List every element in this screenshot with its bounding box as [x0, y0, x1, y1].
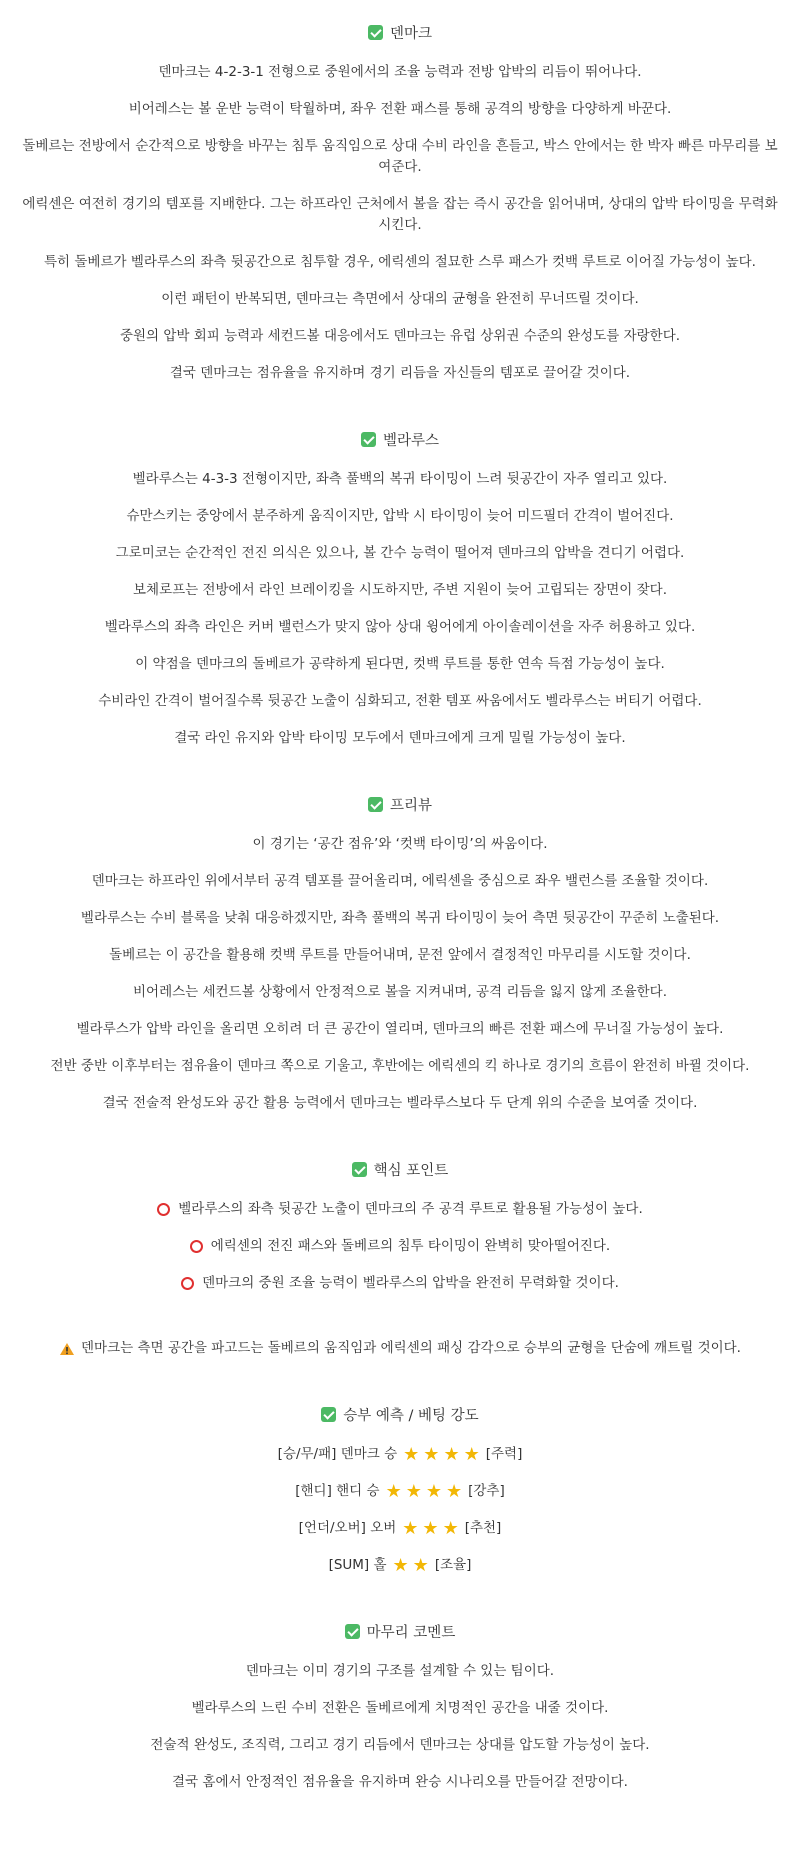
star-icon: ★ — [403, 1443, 420, 1465]
paragraph: 결국 덴마크는 점유율을 유지하며 경기 리듬을 자신들의 템포로 끌어갈 것이다. — [169, 365, 631, 381]
star-rating — [391, 1554, 431, 1576]
star-icon: ★ — [443, 1443, 460, 1465]
paragraph: 중원의 압박 회피 능력과 세컨드볼 대응에서도 덴마크는 유럽 상위권 수준의 완성도를 자랑한다. — [119, 328, 681, 344]
star-icon: ★ — [463, 1443, 480, 1465]
star-icon: ★ — [405, 1480, 422, 1502]
paragraph: 전반 중반 이후부터는 점유율이 덴마크 쪽으로 기울고, 후반에는 에릭센의 킥 하나로 경기의 흐름이 완전히 바뀔 것이다. — [50, 1058, 750, 1074]
star-icon: ★ — [423, 1443, 440, 1465]
star-icon: ★ — [445, 1480, 463, 1502]
warning-icon — [59, 1342, 75, 1356]
star-icon: ★ — [412, 1554, 429, 1576]
paragraph: 벨라루스는 수비 블록을 낮춰 대응하겠지만, 좌측 풀백의 복귀 타이밍이 늦어 측면 뒷공간이 꾸준히 노출된다. — [80, 910, 720, 926]
paragraph: 결국 홈에서 안정적인 점유율을 유지하며 완승 시나리오를 만들어갈 전망이다. — [172, 1774, 628, 1790]
paragraph: 돌베르는 이 공간을 활용해 컷백 루트를 만들어내며, 문전 앞에서 결정적인 마무리를 시도할 것이다. — [109, 947, 691, 963]
star-icon: ★ — [402, 1517, 419, 1539]
prediction-row — [0, 1481, 800, 1502]
paragraph: 보체로프는 전방에서 라인 브레이킹을 시도하지만, 주변 지원이 늦어 고립되는 장면이 잦다. — [132, 582, 667, 598]
prediction-tag: [주력] — [485, 1446, 523, 1462]
paragraph: 이 약점을 덴마크의 돌베르가 공략하게 된다면, 컷백 루트를 통한 연속 득점 가능성이 높다. — [135, 656, 665, 672]
key-point-item — [0, 1236, 800, 1257]
paragraph: 특히 돌베르가 벨라루스의 좌측 뒷공간으로 침투할 경우, 에릭센의 절묘한 스루 패스가 컷백 루트로 이어질 가능성이 높다. — [44, 254, 756, 270]
section-title-text: 승부 예측 / 베팅 강도 — [343, 1407, 479, 1424]
paragraph: 돌베르는 전방에서 순간적으로 방향을 바꾸는 침투 움직임으로 상대 수비 라인을 흔들고, 박스 안에서는 한 박자 빠른 마무리를 보여준다. — [22, 138, 778, 175]
star-icon: ★ — [425, 1480, 442, 1502]
section-belarus — [0, 428, 800, 749]
section-title-key-points — [0, 1158, 800, 1180]
paragraph: 벨라루스의 느린 수비 전환은 돌베르에게 치명적인 공간을 내줄 것이다. — [191, 1700, 609, 1716]
star-rating — [401, 1443, 482, 1465]
section-title-text: 프리뷰 — [389, 797, 433, 814]
star-rating — [384, 1480, 465, 1502]
red-circle-icon — [181, 1277, 194, 1290]
check-icon — [345, 1624, 360, 1639]
check-icon — [361, 432, 376, 447]
star-icon: ★ — [442, 1517, 459, 1539]
section-title-text: 핵심 포인트 — [373, 1162, 449, 1179]
paragraph: 결국 라인 유지와 압박 타이밍 모두에서 덴마크에게 크게 밀릴 가능성이 높다. — [174, 730, 626, 746]
section-title-text: 덴마크 — [389, 25, 433, 42]
section-prediction — [0, 1403, 800, 1576]
red-circle-icon — [157, 1203, 170, 1216]
key-point-text: 에릭센의 전진 패스와 돌베르의 침투 타이밍이 완벽히 맞아떨어진다. — [210, 1238, 611, 1254]
section-title-belarus — [0, 428, 800, 450]
section-title-text: 벨라루스 — [382, 432, 440, 449]
paragraph: 그로미코는 순간적인 전진 의식은 있으나, 볼 간수 능력이 떨어져 덴마크의 압박을 견디기 어렵다. — [115, 545, 685, 561]
section-title-closing — [0, 1620, 800, 1642]
section-title-prediction — [0, 1403, 800, 1425]
star-icon: ★ — [422, 1517, 439, 1539]
paragraph: 비어레스는 세컨드볼 상황에서 안정적으로 볼을 지켜내며, 공격 리듬을 잃지 않게 조율한다. — [132, 984, 667, 1000]
prediction-row — [0, 1555, 800, 1576]
prediction-label: [SUM] 홀 — [328, 1557, 387, 1573]
star-icon: ★ — [385, 1480, 402, 1502]
section-preview — [0, 793, 800, 1114]
prediction-tag: [조율] — [434, 1557, 472, 1573]
paragraph: 에릭센은 여전히 경기의 템포를 지배한다. 그는 하프라인 근처에서 볼을 잡는 즉시 공간을 읽어내며, 상대의 압박 타이밍을 무력화시킨다. — [22, 196, 778, 233]
prediction-row — [0, 1518, 800, 1539]
paragraph: 벨라루스의 좌측 라인은 커버 밸런스가 맞지 않아 상대 윙어에게 아이솔레이션을 자주 허용하고 있다. — [104, 619, 696, 635]
paragraph: 수비라인 간격이 벌어질수록 뒷공간 노출이 심화되고, 전환 템포 싸움에서도 벨라루스는 버티기 어렵다. — [98, 693, 702, 709]
section-title-preview — [0, 793, 800, 815]
warning-text: 덴마크는 측면 공간을 파고드는 돌베르의 움직임과 에릭센의 패싱 감각으로 승부의 균형을 단숨에 깨트릴 것이다. — [81, 1340, 741, 1356]
paragraph: 이 경기는 ‘공간 점유’와 ‘컷백 타이밍’의 싸움이다. — [252, 836, 548, 852]
paragraph: 덴마크는 4-2-3-1 전형으로 중원에서의 조율 능력과 전방 압박의 리듬이 뛰어나다. — [158, 64, 642, 80]
prediction-tag: [강추] — [468, 1483, 505, 1499]
prediction-tag: [추천] — [464, 1520, 502, 1536]
check-icon — [321, 1407, 336, 1422]
section-warning — [0, 1338, 800, 1359]
prediction-label: [언더/오버] 오버 — [298, 1520, 397, 1536]
prediction-label: [핸디] 핸디 승 — [295, 1483, 380, 1499]
paragraph: 전술적 완성도, 조직력, 그리고 경기 리듬에서 덴마크는 상대를 압도할 가능성이 높다. — [150, 1737, 650, 1753]
paragraph: 슈만스키는 중앙에서 분주하게 움직이지만, 압박 시 타이밍이 늦어 미드필더 간격이 벌어진다. — [126, 508, 674, 524]
paragraph: 결국 전술적 완성도와 공간 활용 능력에서 덴마크는 벨라루스보다 두 단계 위의 수준을 보여줄 것이다. — [102, 1095, 698, 1111]
key-point-item — [0, 1273, 800, 1294]
paragraph: 벨라루스는 4-3-3 전형이지만, 좌측 풀백의 복귀 타이밍이 느려 뒷공간이 자주 열리고 있다. — [132, 471, 668, 487]
paragraph: 이런 패턴이 반복되면, 덴마크는 측면에서 상대의 균형을 완전히 무너뜨릴 것이다. — [161, 291, 639, 307]
star-rating — [400, 1517, 460, 1539]
section-closing — [0, 1620, 800, 1793]
prediction-row — [0, 1444, 800, 1465]
section-key-points — [0, 1158, 800, 1294]
prediction-label: [승/무/패] 덴마크 승 — [277, 1446, 398, 1462]
section-title-denmark — [0, 21, 800, 43]
check-icon — [352, 1162, 367, 1177]
paragraph: 비어레스는 볼 운반 능력이 탁월하며, 좌우 전환 패스를 통해 공격의 방향을 다양하게 바꾼다. — [128, 101, 672, 117]
paragraph: 덴마크는 하프라인 위에서부터 공격 템포를 끌어올리며, 에릭센을 중심으로 좌우 밸런스를 조율할 것이다. — [91, 873, 709, 889]
paragraph: 벨라루스가 압박 라인을 올리면 오히려 더 큰 공간이 열리며, 덴마크의 빠른 전환 패스에 무너질 가능성이 높다. — [76, 1021, 724, 1037]
key-point-text: 벨라루스의 좌측 뒷공간 노출이 덴마크의 주 공격 루트로 활용될 가능성이 높다. — [178, 1201, 643, 1217]
red-circle-icon — [190, 1240, 203, 1253]
check-icon — [368, 797, 383, 812]
star-icon: ★ — [392, 1554, 409, 1576]
section-title-text: 마무리 코멘트 — [366, 1624, 456, 1641]
warning-line — [0, 1338, 800, 1359]
key-point-text: 덴마크의 중원 조율 능력이 벨라루스의 압박을 완전히 무력화할 것이다. — [202, 1275, 619, 1291]
section-denmark — [0, 21, 800, 384]
key-point-item — [0, 1199, 800, 1220]
check-icon — [368, 25, 383, 40]
paragraph: 덴마크는 이미 경기의 구조를 설계할 수 있는 팀이다. — [245, 1663, 555, 1679]
